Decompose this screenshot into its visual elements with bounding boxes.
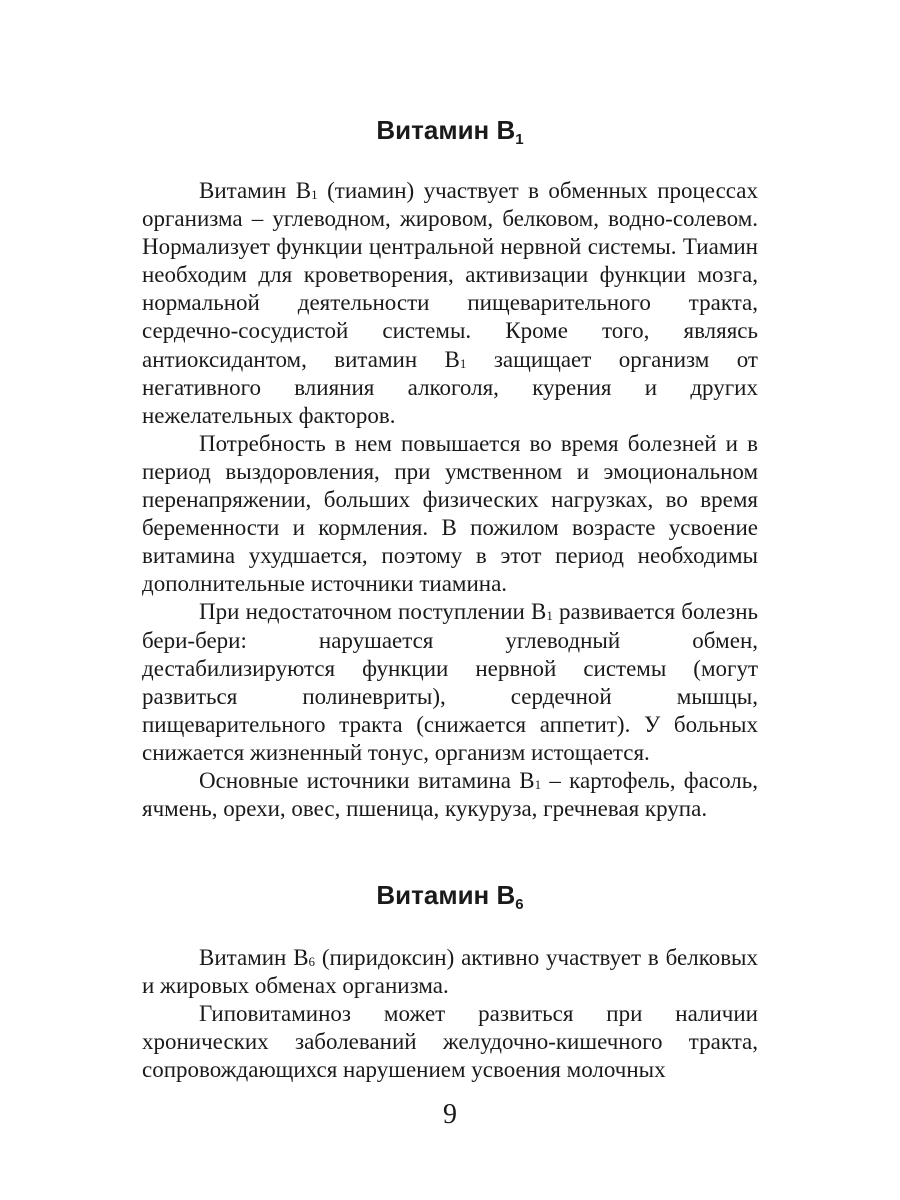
text-run: (тиамин) участвует в обменных процессах организма – углеводном, жировом, белковом, водно-солевом. Нормализует функции центральной нервной системы. Тиамин необходим для кроветворения, активизации функции мозга, нормальной деятельности пищеварительного тракта, сердечно-сосудистой системы. Кроме того, являясь антиоксидантом, витамин B <box>142 178 758 372</box>
section-title-text: Витамин B <box>376 880 516 910</box>
book-page <box>142 0 758 1200</box>
paragraph <box>142 430 758 599</box>
paragraph <box>142 767 758 823</box>
section-title-subscript: 6 <box>515 896 524 913</box>
subscript: 1 <box>534 776 542 792</box>
text-run: – картофель, фасоль, ячмень, орехи, овес, пшеница, кукуруза, гречневая крупа. <box>142 767 758 822</box>
text-run: Гиповитаминоз может развиться при наличии хронических заболеваний желудочно-кишечного тракта, сопровождающихся нарушением усвоения молочных <box>142 1001 758 1083</box>
text-run: развивается болезнь бери-бери: нарушается углеводный обмен, дестабилизируются функции нервной системы (могут развиться полиневриты), сердечной мышцы, пищеварительного тракта (снижается аппетит). У больных снижается жизненный тонус, организм истощается. <box>142 599 758 765</box>
subscript: 1 <box>459 355 467 371</box>
subscript: 1 <box>546 608 553 624</box>
text-run: (пиридоксин) активно участвует в белковых и жировых обменах организма. <box>142 945 759 999</box>
paragraph <box>142 944 758 1000</box>
section-title-vitamin-b6 <box>142 880 758 913</box>
text-run: защищает организм от негативного влияния алкоголя, курения и других нежелательных факторов. <box>142 346 758 428</box>
section-title-text: Витамин B <box>376 115 516 145</box>
paragraph <box>142 1000 758 1084</box>
text-run: Основные источники витамина B <box>199 767 535 793</box>
text-run: Витамин B <box>199 178 312 203</box>
subscript: 1 <box>311 187 318 202</box>
section-body-vitamin-b1 <box>142 177 758 823</box>
section-body-vitamin-b6 <box>142 944 758 1084</box>
paragraph <box>142 177 758 430</box>
text-run: Витамин B <box>199 945 309 970</box>
subscript: 6 <box>308 954 316 969</box>
section-title-subscript: 1 <box>515 131 524 148</box>
page-number: 9 <box>443 1099 457 1130</box>
text-run: Потребность в нем повышается во время болезней и в период выздоровления, при умственном и эмоциональном перенапряжении, больших физических нагрузках, во время беременности и кормления. В пожилом возрасте усвоение витамина ухудшается, поэтому в этот период необходимы дополнительные источники тиамина. <box>142 430 758 597</box>
paragraph <box>142 598 758 767</box>
text-run: При недостаточном поступлении B <box>199 599 547 625</box>
section-title-vitamin-b1 <box>142 115 758 148</box>
